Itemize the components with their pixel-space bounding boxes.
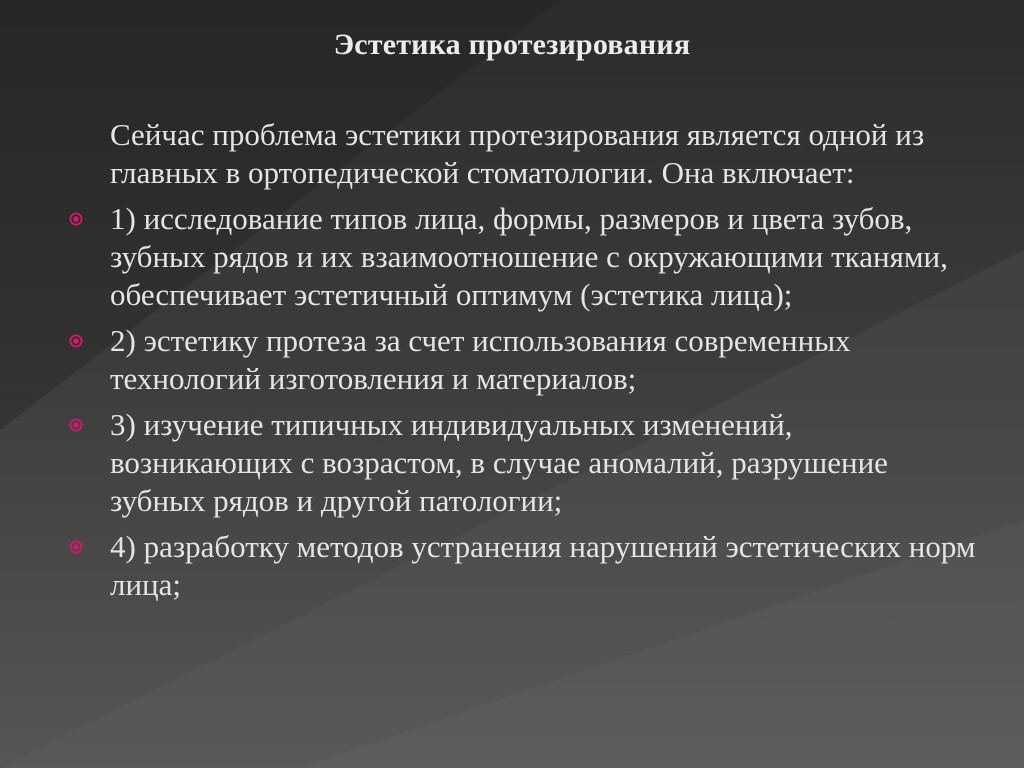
bullet-item <box>110 528 980 604</box>
bullet-text: 3) изучение типичных индивидуальных изменений, возникающих с возрастом, в случае аномалий, разрушение зубных рядов и другой патологии; <box>110 407 888 518</box>
slide-title: Эстетика протезирования <box>333 28 691 61</box>
intro-paragraph: Сейчас проблема эстетики протезирования является одной из главных в ортопедической стоматологии. Она включает: <box>110 117 925 190</box>
bullet-text: 2) эстетику протеза за счет использования современных технологий изготовления и материалов; <box>110 323 851 396</box>
circled-dot-icon <box>69 540 83 554</box>
circled-dot-icon <box>69 418 83 432</box>
bullet-text: 4) разработку методов устранения нарушений эстетических норм лица; <box>110 529 976 602</box>
bullet-item <box>110 322 980 398</box>
slide-content <box>110 116 980 612</box>
bullet-item <box>110 200 980 314</box>
circled-dot-icon <box>69 334 83 348</box>
bullet-item <box>110 406 980 520</box>
bullet-text: 1) исследование типов лица, формы, размеров и цвета зубов, зубных рядов и их взаимоотношение с окружающими тканями, обеспечивает эстетичный оптимум (эстетика лица); <box>110 201 948 312</box>
circled-dot-icon <box>69 212 83 226</box>
bullet-list <box>110 200 980 604</box>
